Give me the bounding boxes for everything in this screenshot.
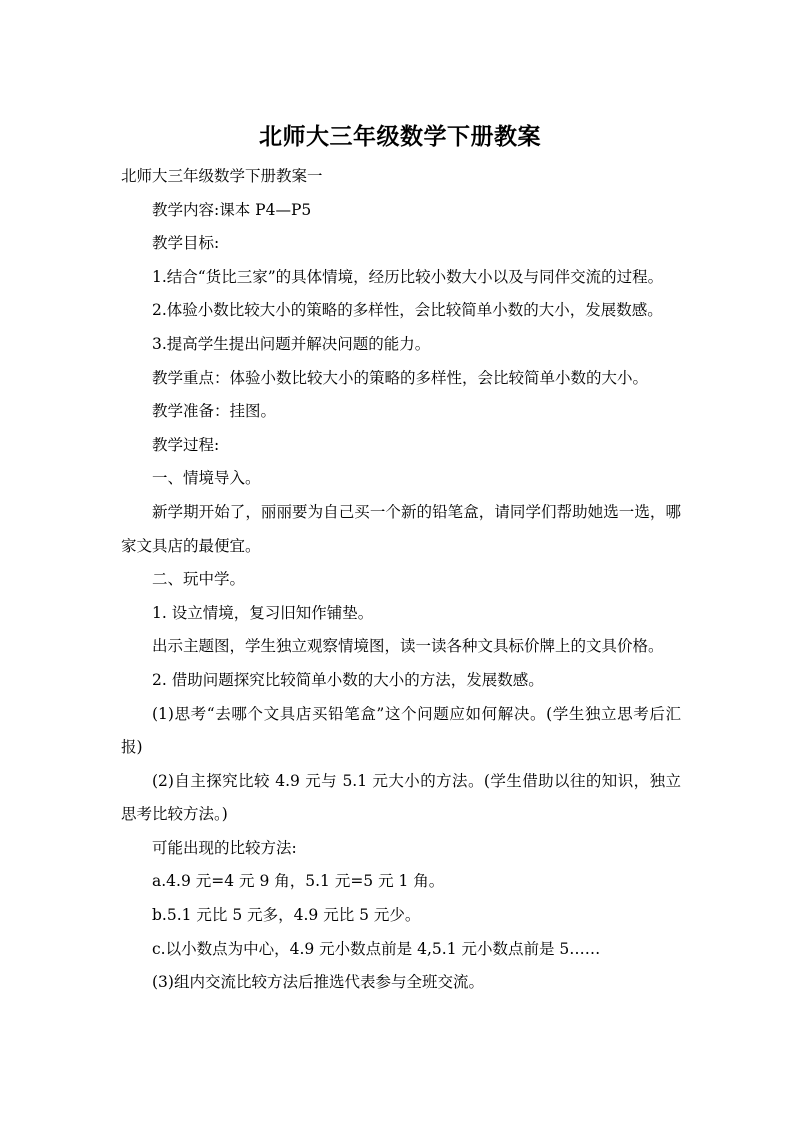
paragraph: 新学期开始了，丽丽要为自己买一个新的铅笔盒，请同学们帮助她选一选，哪家文具店的最便宜。 bbox=[121, 502, 681, 555]
paragraph: a.4.9 元=4 元 9 角，5.1 元=5 元 1 角。 bbox=[152, 872, 445, 891]
paragraph-heading: 北师大三年级数学下册教案一 bbox=[121, 167, 323, 185]
paragraph: 教学过程: bbox=[152, 435, 220, 454]
paragraph: 1. 设立情境，复习旧知作铺垫。 bbox=[152, 603, 374, 622]
paragraph: 2.体验小数比较大小的策略的多样性，会比较简单小数的大小，发展数感。 bbox=[152, 301, 663, 320]
paragraph: c.以小数点为中心，4.9 元小数点前是 4,5.1 元小数点前是 5…… bbox=[152, 939, 601, 958]
paragraph: (3)组内交流比较方法后推选代表参与全班交流。 bbox=[152, 973, 484, 992]
paragraph: 出示主题图，学生独立观察情境图，读一读各种文具标价牌上的文具价格。 bbox=[152, 637, 664, 656]
paragraph: 1.结合“货比三家”的具体情境，经历比较小数大小以及与同伴交流的过程。 bbox=[152, 267, 664, 286]
paragraph: 教学内容:课本 P4—P5 bbox=[152, 200, 312, 219]
paragraph: 教学重点：体验小数比较大小的策略的多样性，会比较简单小数的大小。 bbox=[152, 368, 649, 387]
paragraph: 教学目标: bbox=[152, 234, 220, 253]
paragraph: (1)思考“去哪个文具店买铅笔盒”这个问题应如何解决。(学生独立思考后汇报) bbox=[121, 704, 681, 757]
paragraph: 一、情境导入。 bbox=[152, 469, 261, 488]
paragraph: 二、玩中学。 bbox=[152, 570, 246, 589]
paragraph: 3.提高学生提出问题并解决问题的能力。 bbox=[152, 334, 431, 353]
paragraph: b.5.1 元比 5 元多，4.9 元比 5 元少。 bbox=[152, 906, 421, 925]
paragraph: 教学准备：挂图。 bbox=[152, 402, 277, 421]
document-title: 北师大三年级数学下册教案 bbox=[259, 124, 541, 150]
document-body bbox=[121, 160, 681, 1000]
paragraph: 可能出现的比较方法: bbox=[152, 838, 297, 857]
paragraph: 2. 借助问题探究比较简单小数的大小的方法，发展数感。 bbox=[152, 670, 544, 689]
paragraph: (2)自主探究比较 4.9 元与 5.1 元大小的方法。(学生借助以往的知识，独立思考比较方法。) bbox=[121, 771, 681, 824]
